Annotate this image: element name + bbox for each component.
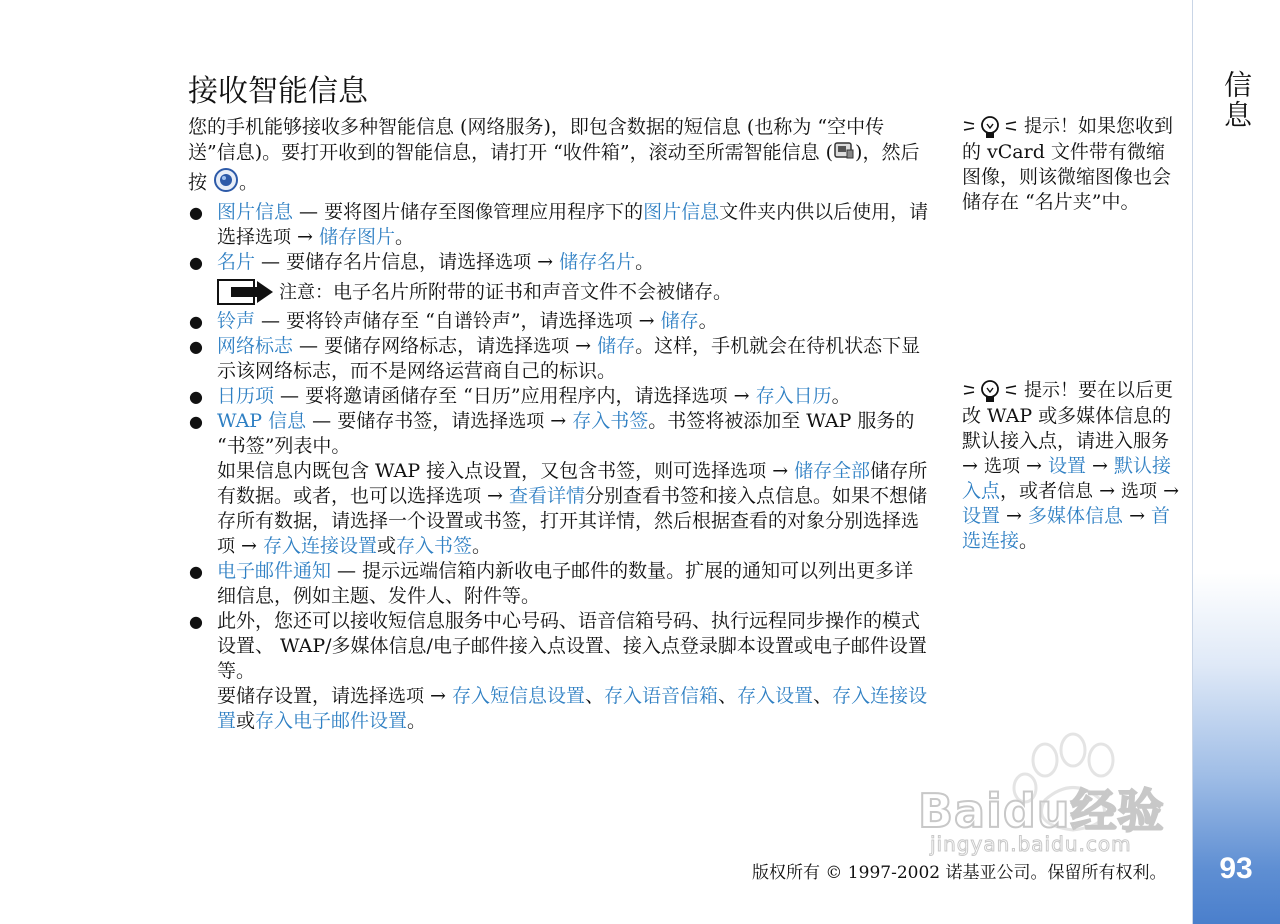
list-item: ● 此外，您还可以接收短信息服务中心号码、语音信箱号码、执行远程同步操作的模式设置、 WAP/多媒体信息/电子邮件接入点设置、接入点登录脚本设置或电子邮件设置等。 要储存设置，请选择选项 → 存入短信息设置、存入语音信箱、存入设置、存入连接设置或存入电子邮件设置。 <box>188 609 930 734</box>
tip-box-vcard: 提示！如果您收到的 vCard 文件带有微缩图像，则该微缩图像也会储存在 “名片夹”中。 <box>962 115 1174 213</box>
bullet: ● <box>189 253 203 272</box>
main-content <box>188 115 930 734</box>
wap-extra-paragraph: 如果信息内既包含 WAP 接入点设置，又包含书签，则可选择选项 → 储存全部储存所有数据。或者，也可以选择选项 → 查看详情分别查看书签和接入点信息。如果不想储存所有数据，请选择一个设置或书签，打开其详情，然后根据查看的对象分别选择选项 → 存入连接设置或存入书签。 <box>217 460 928 557</box>
tip-box-access-point: 提示！要在以后更改 WAP 或多媒体信息的默认接入点，请进入服务 → 选项 → 设置 → 默认接入点，或者信息 → 选项 → 设置 → 多媒体信息 → 首选连接。 <box>962 379 1179 552</box>
list-item: ● 图片信息 — 要将图片储存至图像管理应用程序下的图片信息文件夹内供以后使用，请选择选项 → 储存图片。 <box>189 201 929 248</box>
list-item: ● 电子邮件通知 — 提示远端信箱内新收电子邮件的数量。扩展的通知可以列出更多详细信息，例如主题、发件人、附件等。 <box>189 560 914 607</box>
note-arrow-icon <box>217 278 275 306</box>
tip-bulb-icon <box>962 114 1018 140</box>
smart-message-icon <box>833 140 855 167</box>
page-number: 93 <box>1219 852 1253 885</box>
message-type-list <box>188 200 930 275</box>
tip-bulb-icon <box>962 378 1018 404</box>
list-item: ● 日历项 — 要将邀请函储存至 “日历”应用程序内，请选择选项 → 存入日历。 <box>189 385 851 407</box>
chapter-sidebar <box>1192 0 1280 924</box>
list-item: ● 名片 — 要储存名片信息，请选择选项 → 储存名片。 <box>189 251 655 273</box>
watermark-brand: Baidu经验 <box>918 784 1165 838</box>
bullet: ● <box>189 562 203 581</box>
watermark-url: jingyan.baidu.com <box>930 832 1132 856</box>
copyright-footer: 版权所有 © 1997-2002 诺基亚公司。保留所有权利。 <box>752 863 1167 883</box>
other-extra-paragraph: 要储存设置，请选择选项 → 存入短信息设置、存入语音信箱、存入设置、存入连接设置或存入电子邮件设置。 <box>217 685 928 732</box>
bullet: ● <box>189 412 203 431</box>
list-item: ● WAP 信息 — 要储存书签，请选择选项 → 存入书签。书签将被添加至 WAP 服务的 “书签”列表中。 如果信息内既包含 WAP 接入点设置，又包含书签，则可选择选项 → 储存全部储存所有数据。或者，也可以选择选项 → 查看详情分别查看书签和接入点信息。如果不想储存所有数据，请选择一个设置或书签，打开其详情，然后根据查看的对象分别选择选项 → 存入连接设置或存入书签。 <box>188 409 930 559</box>
bullet: ● <box>189 612 203 631</box>
list-item: ● 铃声 — 要将铃声储存至 “自谱铃声”，请选择选项 → 储存。 <box>189 310 718 332</box>
bullet: ● <box>189 387 203 406</box>
joystick-press-icon <box>213 167 239 200</box>
note-row: 注意： 电子名片所附带的证书和声音文件不会被储存。 <box>188 275 930 309</box>
list-item: ● 网络标志 — 要储存网络标志，请选择选项 → 储存。这样，手机就会在待机状态下显示该网络标志，而不是网络运营商自己的标识。 <box>189 335 921 382</box>
intro-paragraph: 您的手机能够接收多种智能信息 (网络服务)，即包含数据的短信息 (也称为 “空中传送”信息)。要打开收到的智能信息，请打开 “收件箱”，滚动至所需智能信息 ( )，然后按 。 <box>188 115 930 200</box>
message-type-list-cont <box>188 309 930 734</box>
bullet: ● <box>189 203 203 222</box>
chapter-title: 信息 <box>1220 70 1253 130</box>
bullet: ● <box>189 312 203 331</box>
page-title: 接收智能信息 <box>188 74 368 109</box>
bullet: ● <box>189 337 203 356</box>
